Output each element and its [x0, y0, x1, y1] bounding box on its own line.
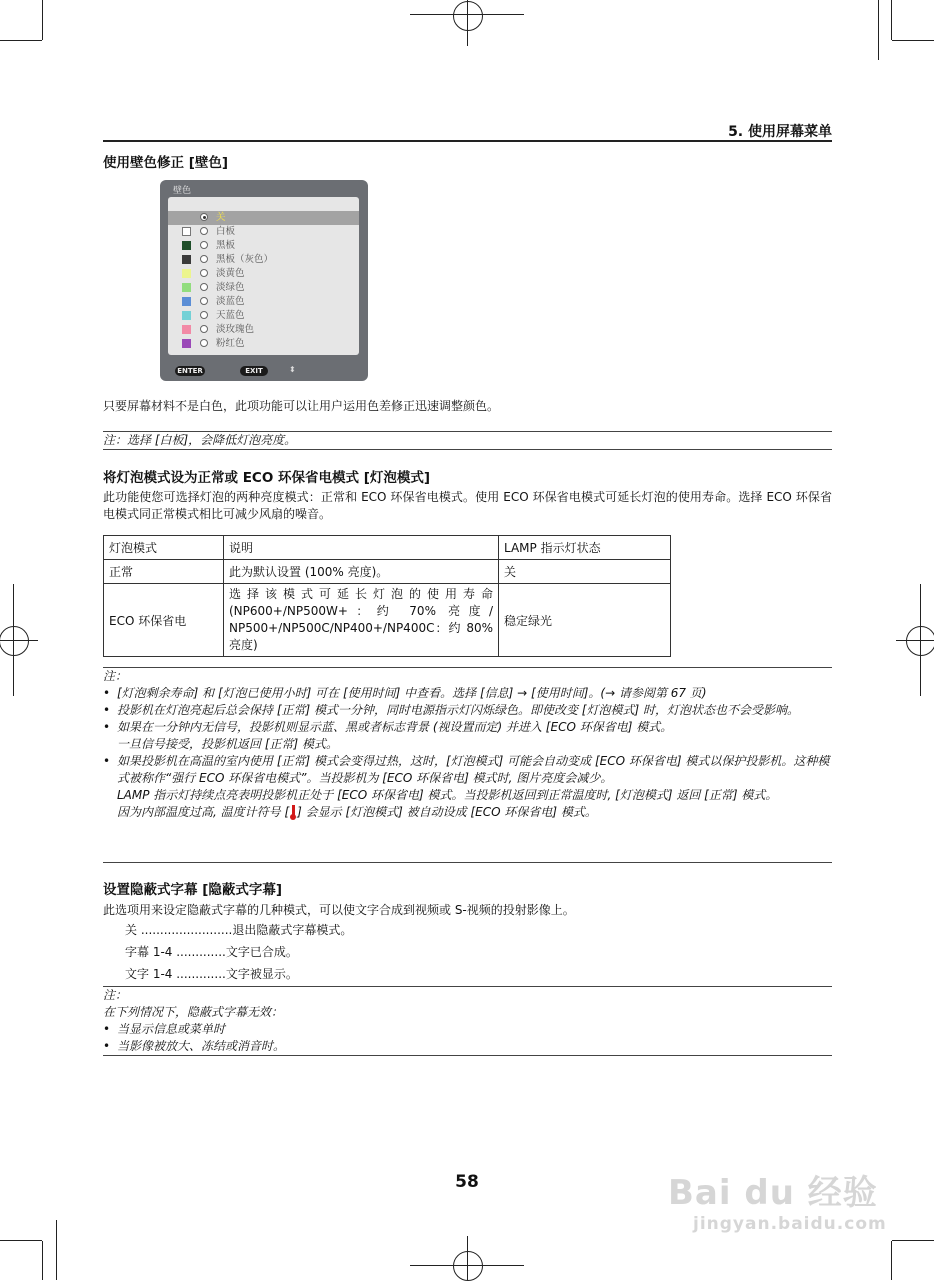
- baidu-watermark-logo: Bai du 经验: [668, 1173, 878, 1213]
- table-header-cell: 说明: [224, 536, 499, 560]
- thermometer-note-part2: ] 会显示 [灯泡模式] 被自动设成 [ECO 环保省电] 模式。: [297, 805, 597, 819]
- notes-intro: 在下列情况下，隐蔽式字幕无效：: [103, 1005, 284, 1019]
- note-rule-bottom: [103, 449, 832, 450]
- list-item: • 当影像被放大、冻结或消音时。: [103, 1038, 832, 1055]
- color-swatch: [182, 269, 191, 278]
- notes-title: 注：: [103, 669, 128, 683]
- page-number: 58: [455, 1172, 479, 1192]
- osd-option-row[interactable]: [168, 281, 359, 295]
- wall-color-description: 只要屏幕材料不是白色，此项功能可以让用户运用色差修正迅速调整颜色。: [103, 399, 500, 413]
- table-header-cell: LAMP 指示灯状态: [499, 536, 671, 560]
- table-cell: 选择该模式可延长灯泡的使用寿命 (NP600+/NP500W+：约 70% 亮度/ NP500+/NP500C/NP400+/NP400C：约 80% 亮度): [224, 584, 499, 657]
- osd-exit-button[interactable]: EXIT: [240, 366, 268, 376]
- osd-enter-button[interactable]: ENTER: [175, 366, 205, 376]
- notes-rule-bottom: [103, 862, 832, 863]
- table-cell: 正常: [104, 560, 224, 584]
- lamp-mode-notes: [103, 668, 832, 821]
- color-swatch: [182, 227, 191, 236]
- color-swatch: [182, 241, 191, 250]
- osd-option-label: 淡绿色: [216, 282, 245, 293]
- header-rule: [103, 140, 832, 142]
- table-cell: ECO 环保省电: [104, 584, 224, 657]
- osd-option-row[interactable]: [168, 211, 359, 225]
- baidu-watermark-url: jingyan.baidu.com: [693, 1214, 887, 1234]
- wall-color-note: 注：选择 [白板]，会降低灯泡亮度。: [103, 433, 297, 447]
- radio-icon[interactable]: [200, 255, 208, 263]
- color-swatch: [182, 339, 191, 348]
- radio-icon[interactable]: [200, 241, 208, 249]
- table-cell: 此为默认设置 (100% 亮度)。: [224, 560, 499, 584]
- osd-option-row[interactable]: [168, 239, 359, 253]
- osd-option-row[interactable]: [168, 295, 359, 309]
- list-item: • 投影机在灯泡亮起后总会保持 [正常] 模式一分钟，同时电源指示灯闪烁绿色。即使改变 [灯泡模式] 时，灯泡状态也不会受影响。: [103, 702, 832, 719]
- osd-option-row[interactable]: [168, 323, 359, 337]
- table-header-row: [104, 536, 671, 560]
- section-title-closed-caption: 设置隐蔽式字幕 [隐蔽式字幕]: [103, 882, 283, 898]
- radio-icon[interactable]: [200, 283, 208, 291]
- osd-option-label: 淡玫瑰色: [216, 324, 255, 335]
- radio-icon[interactable]: [200, 297, 208, 305]
- color-swatch: [182, 297, 191, 306]
- osd-option-row[interactable]: [168, 253, 359, 267]
- osd-option-row[interactable]: [168, 337, 359, 351]
- radio-icon[interactable]: [200, 269, 208, 277]
- osd-option-label: 淡黄色: [216, 268, 245, 279]
- radio-icon[interactable]: [200, 227, 208, 235]
- table-cell: 稳定绿光: [499, 584, 671, 657]
- section-title-wall-color: 使用壁色修正 [壁色]: [103, 155, 229, 171]
- osd-option-row[interactable]: [168, 225, 359, 239]
- osd-option-label: 黑板（灰色）: [216, 254, 274, 265]
- closed-caption-notes: [103, 987, 832, 1055]
- osd-option-row[interactable]: [168, 309, 359, 323]
- osd-option-label: 关: [216, 212, 226, 223]
- table-row: [104, 584, 671, 657]
- osd-wall-color-menu: [160, 180, 368, 381]
- list-item: [103, 804, 832, 821]
- radio-icon[interactable]: [200, 339, 208, 347]
- list-item: • 当显示信息或菜单时: [103, 1021, 832, 1038]
- table-row: [104, 560, 671, 584]
- lamp-mode-description: 此功能使您可选择灯泡的两种亮度模式：正常和 ECO 环保省电模式。使用 ECO 环保省电模式可延长灯泡的使用寿命。选择 ECO 环保省电模式同正常模式相比可减少风扇的噪音。: [103, 490, 832, 521]
- color-swatch: [182, 255, 191, 264]
- osd-option-label: 白板: [216, 226, 236, 237]
- radio-icon[interactable]: [200, 213, 208, 221]
- section-title-lamp-mode: 将灯泡模式设为正常或 ECO 环保省电模式 [灯泡模式]: [103, 470, 431, 486]
- osd-option-label: 粉红色: [216, 338, 245, 349]
- osd-title: 壁色: [173, 186, 192, 196]
- list-item: • 如果投影机在高温的室内使用 [正常] 模式会变得过热，这时，[灯泡模式] 可能会自动变成 [ECO 环保省电] 模式以保护投影机。这种模式被称作“强行 ECO 环保省电模式”。当投影机为 [ECO 环保省电] 模式时, 图片亮度会减少。: [103, 753, 832, 787]
- notes-title: 注：: [103, 988, 128, 1002]
- osd-updown-icon: ⬍: [289, 365, 296, 374]
- osd-option-label: 淡蓝色: [216, 296, 245, 307]
- radio-icon[interactable]: [200, 325, 208, 333]
- chapter-title: 5. 使用屏幕菜单: [728, 124, 832, 140]
- closed-caption-description: 此选项用来设定隐蔽式字幕的几种模式，可以使文字合成到视频或 S-视频的投射影像上。: [103, 903, 575, 917]
- thermometer-icon: [289, 805, 297, 819]
- list-item: 关 ........................退出隐蔽式字幕模式。: [125, 923, 353, 937]
- lamp-mode-table: [103, 535, 671, 657]
- color-swatch: [182, 311, 191, 320]
- list-item: 一旦信号接受，投影机返回 [正常] 模式。: [117, 737, 338, 751]
- list-item: LAMP 指示灯持续点亮表明投影机正处于 [ECO 环保省电] 模式。当投影机返回到正常温度时, [灯泡模式] 返回 [正常] 模式。: [117, 788, 778, 802]
- table-cell: 关: [499, 560, 671, 584]
- list-item: • [灯泡剩余寿命] 和 [灯泡已使用小时] 可在 [使用时间] 中查看。选择 [信息] → [使用时间]。(→ 请参阅第 67 页): [103, 685, 832, 702]
- list-item: • 如果在一分钟内无信号，投影机则显示蓝、黑或者标志背景 (视设置而定) 并进入 [ECO 环保省电] 模式。: [103, 719, 832, 736]
- osd-option-label: 黑板: [216, 240, 236, 251]
- color-swatch: [182, 325, 191, 334]
- closed-caption-options: [125, 919, 725, 985]
- list-item: 字幕 1-4 .............文字已合成。: [125, 945, 298, 959]
- color-swatch: [182, 283, 191, 292]
- thermometer-note-part1: 因为内部温度过高, 温度计符号 [: [117, 805, 290, 819]
- cc-notes-rule-bottom: [103, 1055, 832, 1056]
- table-header-cell: 灯泡模式: [104, 536, 224, 560]
- osd-option-label: 天蓝色: [216, 310, 245, 321]
- osd-option-row[interactable]: [168, 267, 359, 281]
- list-item: 文字 1-4 .............文字被显示。: [125, 967, 298, 981]
- radio-icon[interactable]: [200, 311, 208, 319]
- osd-options-panel: [168, 197, 359, 355]
